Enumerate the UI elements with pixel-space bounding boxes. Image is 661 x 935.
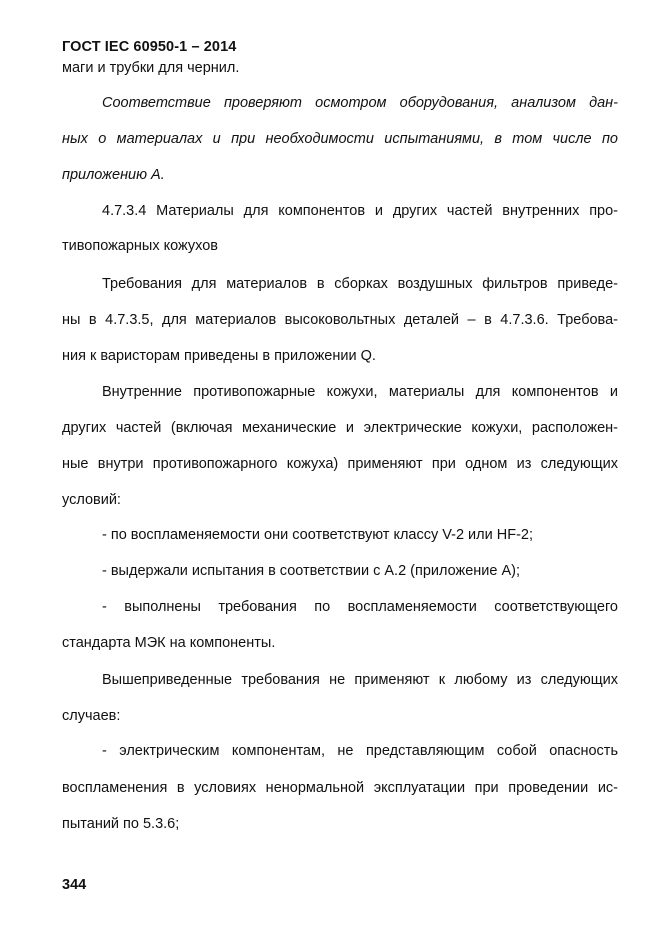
- text-line: маги и трубки для чернил.: [62, 60, 240, 76]
- text-line: пытаний по 5.3.6;: [62, 816, 180, 832]
- section-heading: тивопожарных кожухов: [62, 238, 219, 254]
- text-line: других частей (включая механические и электрические кожухи, расположен-: [62, 420, 618, 436]
- text-line: Требования для материалов в сборках воздушных фильтров приведе-: [102, 276, 618, 292]
- list-item: - электрическим компонентам, не представляющим собой опасность: [102, 743, 618, 759]
- text-line: Внутренние противопожарные кожухи, материалы для компонентов и: [102, 384, 618, 400]
- text-line: случаев:: [62, 708, 121, 724]
- list-item: - выполнены требования по воспламеняемости соответствующего: [102, 599, 618, 615]
- list-item: - по воспламеняемости они соответствуют классу V-2 или HF-2;: [102, 527, 533, 543]
- document-header: ГОСТ IEC 60950-1 – 2014: [62, 39, 237, 55]
- text-line: ния к варисторам приведены в приложении Q.: [62, 348, 376, 364]
- section-heading: 4.7.3.4 Материалы для компонентов и других частей внутренних про-: [102, 203, 618, 219]
- text-line: Вышеприведенные требования не применяют к любому из следующих: [102, 672, 618, 688]
- text-line: Соответствие проверяют осмотром оборудования, анализом дан-: [102, 95, 618, 111]
- text-line: стандарта МЭК на компоненты.: [62, 635, 276, 651]
- text-line: приложению А.: [62, 167, 165, 183]
- text-line: воспламенения в условиях ненормальной эксплуатации при проведении ис-: [62, 780, 618, 796]
- text-line: условий:: [62, 492, 121, 508]
- list-item: - выдержали испытания в соответствии с А.2 (приложение А);: [102, 563, 521, 579]
- text-line: ные внутри противопожарного кожуха) применяют при одном из следующих: [62, 456, 618, 472]
- text-line: ных о материалах и при необходимости испытаниями, в том числе по: [62, 131, 618, 147]
- text-line: ны в 4.7.3.5, для материалов высоковольтных деталей – в 4.7.3.6. Требова-: [62, 312, 618, 328]
- page-number: 344: [62, 877, 87, 893]
